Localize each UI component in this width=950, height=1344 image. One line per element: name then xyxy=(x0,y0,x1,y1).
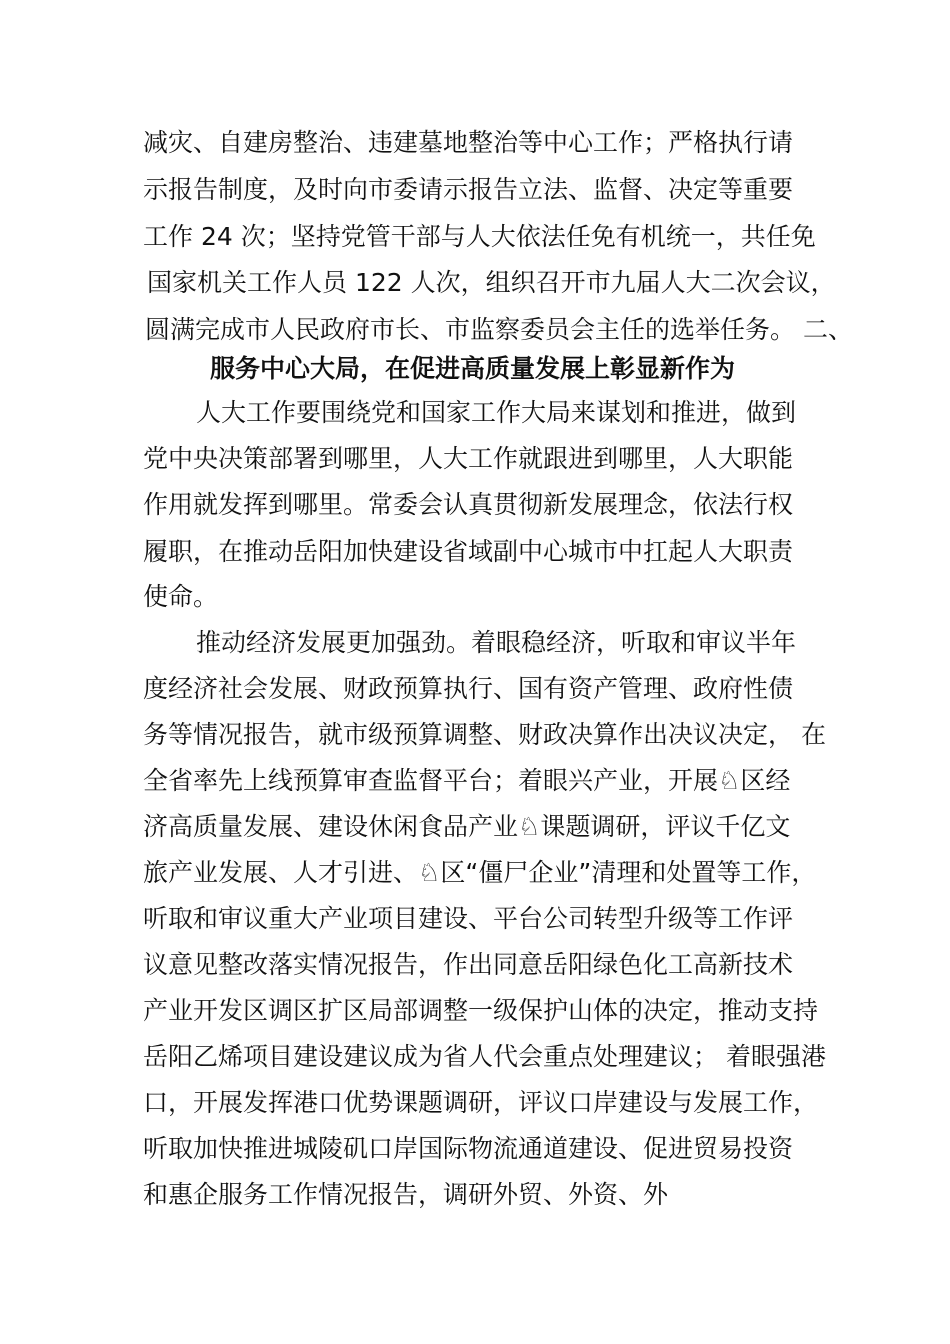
text-line: 工作 24 次；坚持党管干部与人大依法任免有机统一，共任免 xyxy=(143,222,816,251)
text-line: 旅产业发展、人才引进、♘区“僵尸企业”清理和处置等工作， xyxy=(143,858,817,887)
text-line: 作用就发挥到哪里。常委会认真贯彻新发展理念，依法行权 xyxy=(143,490,794,519)
text-line: 口，开展发挥港口优势课题调研，评议口岸建设与发展工作， xyxy=(143,1088,819,1117)
text-line: 议意见整改落实情况报告，作出同意岳阳绿色化工高新技术 xyxy=(143,950,794,979)
text-line: 使命。 xyxy=(143,582,219,611)
text-line: 岳阳乙烯项目建设建议成为省人代会重点处理建议； 着眼强港 xyxy=(143,1042,826,1071)
text-line: 听取和审议重大产业项目建设、平台公司转型升级等工作评 xyxy=(143,904,794,933)
text-line: 务等情况报告，就市级预算调整、财政决算作出决议决定， 在 xyxy=(143,720,826,749)
text-line: 产业开发区调区扩区局部调整一级保护山体的决定，推动支持 xyxy=(143,996,819,1025)
text-line: 国家机关工作人员 122 人次，组织召开市九届人大二次会议， xyxy=(147,268,836,297)
text-line: 度经济社会发展、财政预算执行、国有资产管理、政府性债 xyxy=(143,674,794,703)
text-line: 全省率先上线预算审查监督平台；着眼兴产业，开展♘区经 xyxy=(143,766,791,795)
text-line: 履职，在推动岳阳加快建设省域副中心城市中扛起人大职责 xyxy=(143,537,794,566)
text-line: 听取加快推进城陵矶口岸国际物流通道建设、促进贸易投资 xyxy=(143,1134,794,1163)
text-line: 人大工作要围绕党和国家工作大局来谋划和推进，做到 xyxy=(196,398,797,427)
text-line: 减灾、自建房整治、违建墓地整治等中心工作；严格执行请 xyxy=(143,128,794,157)
text-line: 济高质量发展、建设休闲食品产业♘课题调研，评议千亿文 xyxy=(143,812,791,841)
text-line: 党中央决策部署到哪里，人大工作就跟进到哪里，人大职能 xyxy=(143,444,794,473)
text-line: 和惠企服务工作情况报告，调研外贸、外资、外 xyxy=(143,1180,669,1209)
section-heading: 服务中心大局，在促进高质量发展上彰显新作为 xyxy=(210,354,736,383)
text-line: 圆满完成市人民政府市长、市监察委员会主任的选举任务。 二、 xyxy=(145,315,853,344)
text-line: 推动经济发展更加强劲。着眼稳经济，听取和审议半年 xyxy=(196,628,797,657)
text-line: 示报告制度，及时向市委请示报告立法、监督、决定等重要 xyxy=(143,175,794,204)
